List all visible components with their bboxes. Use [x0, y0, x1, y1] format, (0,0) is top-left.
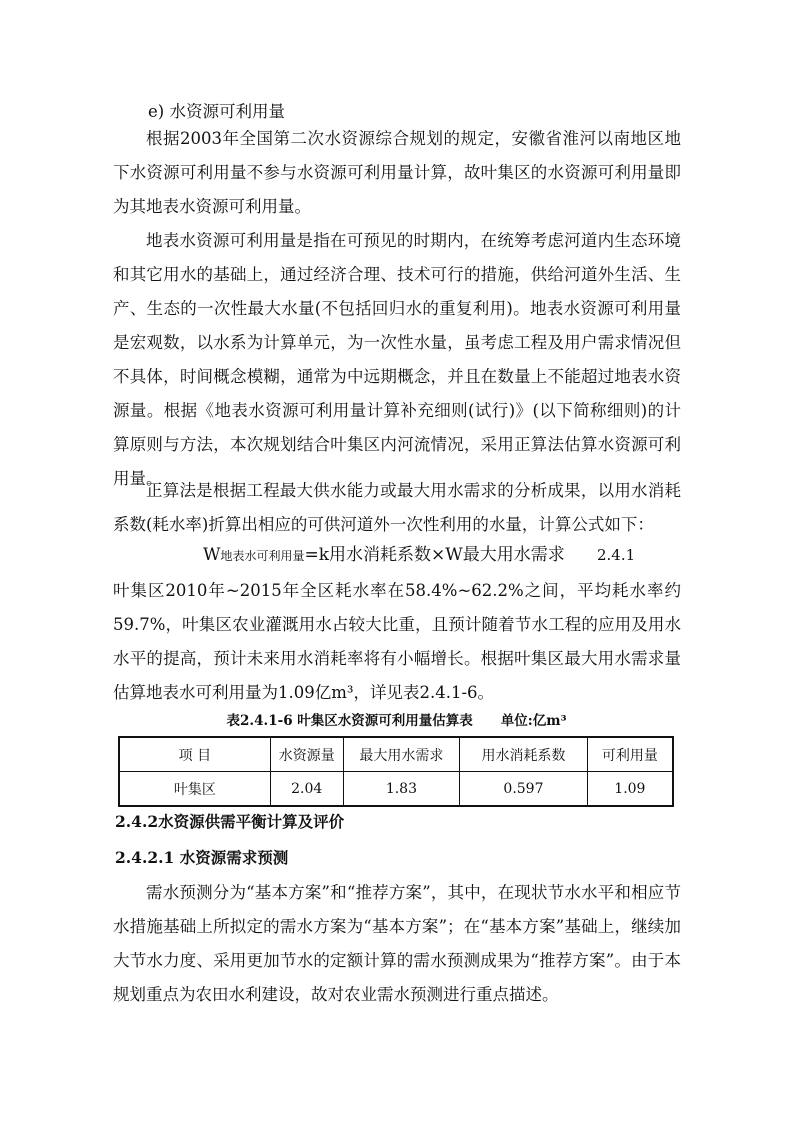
table-header-cell: 水资源量 — [270, 737, 343, 772]
table-cell: 叶集区 — [119, 772, 270, 807]
section-heading-2-4-2: 2.4.2水资源供需平衡计算及评价 — [115, 812, 345, 831]
table-header-cell: 用水消耗系数 — [460, 737, 588, 772]
table-cell: 1.83 — [343, 772, 460, 807]
table-caption — [0, 709, 793, 733]
paragraph-2: 地表水资源可利用量是指在可预见的时期内，在统筹考虑河道内生态环境和其它用水的基础上，通过经济合理、技术可行的措施，供给河道外生活、生产、生态的一次性最大水量(不包括回归水的重复利用)。地表水资源可利用量是宏观数，以水系为计算单元，为一次性水量，虽考虑工程及用户需求情况但不具体，时间概念模糊，通常为中远期概念，并且在数量上不能超过地表水资源量。根据《地表水资源可利用量计算补充细则(试行)》(以下简称细则)的计算原则与方法，本次规划结合叶集区内河流情况，采用正算法估算水资源可利用量。 — [113, 231, 681, 488]
table-cell: 2.04 — [270, 772, 343, 807]
table-header-row — [119, 737, 673, 772]
subsection-heading-e: e) 水资源可利用量 — [148, 102, 285, 121]
paragraph-5: 需水预测分为“基本方案”和“推荐方案”，其中，在现状节水水平和相应节水措施基础上所拟定的需水方案为“基本方案”；在“基本方案”基础上，继续加大节水力度、采用更加节水的定额计算的需水预测成果为“推荐方案”。由于本规划重点为农田水利建设，故对农业需水预测进行重点描述。 — [113, 883, 681, 1004]
table-header-cell: 可利用量 — [587, 737, 673, 772]
table-cell: 1.09 — [587, 772, 673, 807]
table-row — [119, 772, 673, 807]
table-header-cell: 最大用水需求 — [343, 737, 460, 772]
formula — [203, 540, 636, 571]
table-cell: 0.597 — [460, 772, 588, 807]
formula-w: W — [203, 545, 221, 565]
paragraph-4: 叶集区2010年~2015年全区耗水率在58.4%~62.2%之间，平均耗水率约59.7%，叶集区农业灌溉用水占较大比重，且预计随着节水工程的应用及用水水平的提高，预计未来用水消耗率将有小幅增长。根据叶集区最大用水需求量估算地表水可利用量为1.09亿m³，详见表2.4.1-6。 — [113, 581, 681, 702]
paragraph-1: 根据2003年全国第二次水资源综合规划的规定，安徽省淮河以南地区地下水资源可利用量不参与水资源可利用量计算，故叶集区的水资源可利用量即为其地表水资源可利用量。 — [113, 129, 681, 216]
estimate-table — [118, 736, 674, 807]
table-caption-unit: 单位:亿m³ — [500, 713, 567, 729]
formula-rhs: =k用水消耗系数×W最大用水需求 — [304, 545, 565, 565]
table-caption-title: 表2.4.1-6 叶集区水资源可利用量估算表 — [226, 713, 473, 729]
formula-number: 2.4.1 — [597, 546, 636, 564]
paragraph-3: 正算法是根据工程最大供水能力或最大用水需求的分析成果，以用水消耗系数(耗水率)折算出相应的可供河道外一次性利用的水量，计算公式如下： — [113, 481, 681, 534]
table-header-cell: 项 目 — [119, 737, 270, 772]
section-heading-2-4-2-1: 2.4.2.1 水资源需求预测 — [115, 848, 289, 867]
formula-subscript: 地表水可利用量 — [220, 549, 305, 563]
